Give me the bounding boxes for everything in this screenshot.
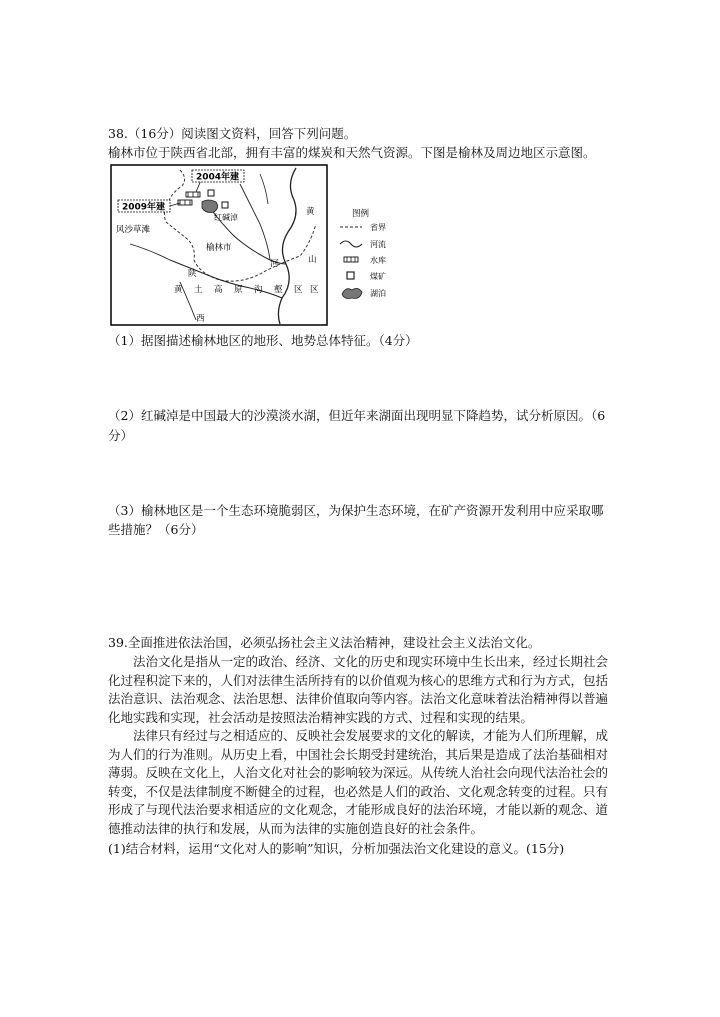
- lake-icon: [342, 288, 362, 298]
- label-hongjiannao: 红碱淖: [214, 213, 238, 222]
- river-icon: [340, 241, 362, 247]
- q39-title: 39.全面推进依法治国，必须弘扬社会主义法治精神，建设社会主义法治文化。: [108, 635, 541, 650]
- map-legend: [338, 206, 418, 306]
- plateau-char: 区: [294, 285, 303, 295]
- plateau-char: 壑: [274, 285, 283, 295]
- legend-item: 湖泊: [370, 289, 386, 298]
- plateau-char: 黄: [174, 285, 183, 295]
- q38-sub3-line1: （3）榆林地区是一个生态环境脆弱区，为保护生态环境，在矿产资源开发利用中应采取哪: [108, 503, 604, 518]
- plateau-char: 沟: [254, 285, 263, 295]
- coal-mine-icon: [347, 272, 354, 279]
- q38-sub2-line2: 分）: [108, 428, 134, 443]
- yulin-map: [110, 164, 328, 326]
- label-2009: 2009年建: [122, 202, 166, 213]
- legend-item: 河流: [370, 240, 386, 249]
- q38-sub3-line2: 些措施？（6分）: [108, 522, 204, 537]
- label-shan: 山: [308, 255, 317, 265]
- legend-item: 省界: [370, 223, 386, 232]
- reservoir-icon: [344, 257, 358, 262]
- legend-item: 煤矿: [370, 272, 386, 281]
- legend-title: 图例: [352, 209, 370, 219]
- q38-sub2-line1: （2）红碱淖是中国最大的沙漠淡水湖，但近年来湖面出现明显下降趋势，试分析原因。（6: [108, 408, 606, 423]
- legend-item: 水库: [370, 256, 386, 265]
- label-huang: 黄: [306, 207, 315, 217]
- q39-para1: 法治文化是指从一定的政治、经济、文化的历史和现实环境中生长出来，经过长期社会化过程积淀下来的，人们对法律生活所持有的以价值观为核心的思维方式和行为方式，包括法治意识、法治观念、法治思想、法律价值取向等内容。法治文化意味着法治精神得以普遍化地实践和实现，社会活动是按照法治精神实践的方式、过程和实现的结果。: [108, 654, 609, 725]
- label-xi: 西: [196, 314, 205, 324]
- label-fengsha: 风沙草滩: [116, 225, 151, 235]
- label-yulin: 榆林市: [206, 243, 232, 253]
- q39-sub1: (1)结合材料，运用“文化对人的影响”知识，分析加强法治文化建设的意义。(15分): [108, 841, 565, 856]
- plateau-char: 土: [194, 285, 203, 295]
- q38-sub1: （1）据图描述榆林地区的地形、地势总体特征。（4分）: [108, 333, 418, 348]
- q38-intro: 榆林市位于陕西省北部，拥有丰富的煤炭和天然气资源。下图是榆林及周边地区示意图。: [108, 145, 596, 160]
- label-shaan: 陕: [188, 269, 197, 279]
- label-2004: 2004年建: [196, 172, 240, 183]
- plateau-char: 原: [234, 285, 243, 295]
- q38-title: 38.（16分）阅读图文资料，回答下列问题。: [108, 126, 357, 141]
- q39-para2: 法律只有经过与之相适应的、反映社会发展要求的文化的解读，才能为人们所理解，成为人们的行为准则。从历史上看，中国社会长期受封建统治，其后果是造成了法治基础相对薄弱。反映在文化上，人治文化对社会的影响较为深远。从传统人治社会向现代法治社会的转变，不仅是法律制度不断健全的过程，也必然是人们的政治、文化观念转变的过程。只有形成了与现代法治要求相适应的文化观念，才能形成良好的法治环境，才能以新的观念、道德推动法律的执行和发展，从而为法律的实施创造良好的社会条件。: [108, 728, 609, 836]
- label-he: 河: [270, 259, 279, 269]
- plateau-char: 高: [214, 285, 223, 295]
- label-qu: 区: [310, 285, 319, 295]
